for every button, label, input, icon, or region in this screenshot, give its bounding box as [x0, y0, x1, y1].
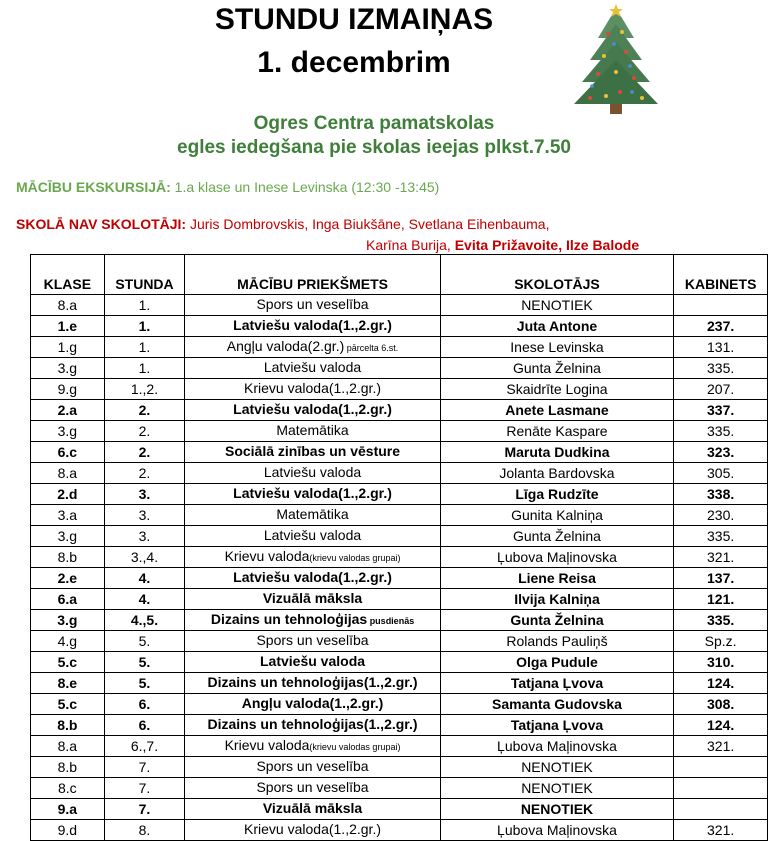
- cell-subject: Angļu valoda(1.,2.gr.): [185, 694, 440, 715]
- absent-text-2: Karīna Burija,: [366, 237, 455, 253]
- cell-stunda: 8.: [104, 820, 185, 841]
- cell-stunda: 4.: [104, 568, 185, 589]
- cell-klase: 8.c: [31, 778, 105, 799]
- cell-stunda: 5.: [104, 631, 185, 652]
- cell-stunda: 2.: [104, 442, 185, 463]
- cell-teacher: Ļubova Maļinovska: [440, 547, 674, 568]
- cell-teacher: Samanta Gudovska: [440, 694, 674, 715]
- cell-teacher: Gunita Kalniņa: [440, 505, 674, 526]
- cell-teacher: Inese Levinska: [440, 337, 674, 358]
- cell-stunda: 4.,5.: [104, 610, 185, 631]
- cell-stunda: 5.: [104, 652, 185, 673]
- cell-klase: 3.g: [31, 358, 105, 379]
- cell-subject: Vizuālā māksla: [185, 589, 440, 610]
- subject-note: pusdienās: [367, 616, 415, 626]
- cell-teacher: Anete Lasmane: [440, 400, 674, 421]
- table-row: [31, 799, 768, 820]
- cell-klase: 8.b: [31, 547, 105, 568]
- cell-room: Sp.z.: [674, 631, 768, 652]
- cell-teacher: Gunta Želnina: [440, 358, 674, 379]
- cell-subject: Matemātika: [185, 421, 440, 442]
- table-row: [31, 421, 768, 442]
- cell-room: 310.: [674, 652, 768, 673]
- cell-stunda: 7.: [104, 778, 185, 799]
- cell-stunda: 2.: [104, 400, 185, 421]
- cell-stunda: 3.: [104, 526, 185, 547]
- cell-klase: 8.a: [31, 463, 105, 484]
- cell-stunda: 1.: [104, 358, 185, 379]
- cell-subject: Vizuālā māksla: [185, 799, 440, 820]
- cell-room: 321.: [674, 547, 768, 568]
- cell-room: 137.: [674, 568, 768, 589]
- cell-teacher: NENOTIEK: [440, 799, 674, 820]
- cell-subject: Latviešu valoda(1.,2.gr.): [185, 400, 440, 421]
- table-row: [31, 442, 768, 463]
- cell-room: 124.: [674, 715, 768, 736]
- cell-subject: Angļu valoda(2.gr.) pārcelta 6.st.: [185, 337, 440, 358]
- cell-teacher: Rolands Pauliņš: [440, 631, 674, 652]
- cell-teacher: Tatjana Ļvova: [440, 673, 674, 694]
- cell-subject: Spors un veselība: [185, 778, 440, 799]
- cell-subject: Dizains un tehnoloģijas pusdienās: [185, 610, 440, 631]
- table-row: [31, 337, 768, 358]
- cell-stunda: 6.: [104, 694, 185, 715]
- page-title: STUNDU IZMAIŅAS: [214, 3, 494, 36]
- cell-subject: Latviešu valoda: [185, 358, 440, 379]
- cell-stunda: 5.: [104, 673, 185, 694]
- excursion-text: 1.a klase un Inese Levinska (12:30 -13:45): [170, 179, 440, 195]
- cell-stunda: 2.: [104, 463, 185, 484]
- cell-subject: Spors un veselība: [185, 295, 440, 316]
- cell-klase: 6.c: [31, 442, 105, 463]
- cell-klase: 9.d: [31, 820, 105, 841]
- cell-stunda: 1.,2.: [104, 379, 185, 400]
- cell-subject: Latviešu valoda(1.,2.gr.): [185, 316, 440, 337]
- table-row: [31, 820, 768, 841]
- table-row: [31, 316, 768, 337]
- cell-teacher: Maruta Dudkina: [440, 442, 674, 463]
- cell-room: 230.: [674, 505, 768, 526]
- cell-subject: Latviešu valoda: [185, 526, 440, 547]
- cell-klase: 3.g: [31, 421, 105, 442]
- cell-teacher: NENOTIEK: [440, 757, 674, 778]
- table-row: [31, 610, 768, 631]
- cell-room: [674, 757, 768, 778]
- cell-room: 131.: [674, 337, 768, 358]
- subject-note: (krievu valodas grupai): [309, 742, 401, 752]
- page-date: 1. decembrim: [257, 46, 451, 79]
- table-row: [31, 526, 768, 547]
- header-klase: KLASE: [31, 255, 105, 295]
- cell-subject: Latviešu valoda(1.,2.gr.): [185, 484, 440, 505]
- cell-room: 237.: [674, 316, 768, 337]
- cell-room: 305.: [674, 463, 768, 484]
- cell-teacher: Juta Antone: [440, 316, 674, 337]
- cell-room: 337.: [674, 400, 768, 421]
- cell-klase: 8.e: [31, 673, 105, 694]
- cell-room: 321.: [674, 820, 768, 841]
- cell-subject: Sociālā zinības un vēsture: [185, 442, 440, 463]
- cell-teacher: Renāte Kaspare: [440, 421, 674, 442]
- cell-stunda: 6.,7.: [104, 736, 185, 757]
- excursion-notice: [16, 179, 439, 195]
- absent-text-2-bold: Evita Prižavoite, Ilze Balode: [454, 237, 640, 253]
- cell-klase: 1.e: [31, 316, 105, 337]
- cell-room: 338.: [674, 484, 768, 505]
- table-row: [31, 652, 768, 673]
- excursion-label: MĀCĪBU EKSKURSIJĀ:: [16, 179, 171, 195]
- cell-room: 308.: [674, 694, 768, 715]
- cell-room: 207.: [674, 379, 768, 400]
- cell-room: [674, 778, 768, 799]
- cell-stunda: 1.: [104, 295, 185, 316]
- table-row: [31, 778, 768, 799]
- cell-room: [674, 799, 768, 820]
- table-row: [31, 295, 768, 316]
- cell-stunda: 1.: [104, 316, 185, 337]
- cell-stunda: 3.: [104, 505, 185, 526]
- cell-subject: Latviešu valoda(1.,2.gr.): [185, 568, 440, 589]
- cell-klase: 8.b: [31, 757, 105, 778]
- schedule-table: [30, 254, 768, 841]
- cell-teacher: Ļubova Maļinovska: [440, 820, 674, 841]
- absent-text-1: Juris Dombrovskis, Inga Biukšāne, Svetlana Eihenbauma,: [186, 216, 550, 232]
- absent-teachers-notice-continued: [366, 237, 639, 253]
- cell-teacher: Ilvija Kalniņa: [440, 589, 674, 610]
- cell-klase: 6.a: [31, 589, 105, 610]
- cell-klase: 3.g: [31, 526, 105, 547]
- table-row: [31, 631, 768, 652]
- cell-subject: Dizains un tehnoloģijas(1.,2.gr.): [185, 673, 440, 694]
- cell-subject: Krievu valoda(1.,2.gr.): [185, 379, 440, 400]
- cell-stunda: 2.: [104, 421, 185, 442]
- cell-subject: Krievu valoda(1.,2.gr.): [185, 820, 440, 841]
- table-row: [31, 463, 768, 484]
- cell-teacher: NENOTIEK: [440, 295, 674, 316]
- cell-room: 335.: [674, 610, 768, 631]
- cell-teacher: Ļubova Maļinovska: [440, 736, 674, 757]
- subject-note: (krievu valodas grupai): [309, 553, 401, 563]
- cell-teacher: Tatjana Ļvova: [440, 715, 674, 736]
- table-row: [31, 505, 768, 526]
- cell-room: 121.: [674, 589, 768, 610]
- cell-klase: 2.e: [31, 568, 105, 589]
- event-line-1: Ogres Centra pamatskolas: [253, 113, 495, 134]
- cell-klase: 9.g: [31, 379, 105, 400]
- absent-teachers-notice: [16, 216, 549, 232]
- cell-room: 335.: [674, 526, 768, 547]
- cell-stunda: 3.,4.: [104, 547, 185, 568]
- cell-teacher: NENOTIEK: [440, 778, 674, 799]
- cell-subject: Krievu valoda(krievu valodas grupai): [185, 547, 440, 568]
- cell-subject: Matemātika: [185, 505, 440, 526]
- table-row: [31, 736, 768, 757]
- cell-teacher: Jolanta Bardovska: [440, 463, 674, 484]
- cell-klase: 8.b: [31, 715, 105, 736]
- table-row: [31, 379, 768, 400]
- cell-subject: Latviešu valoda: [185, 652, 440, 673]
- cell-klase: 1.g: [31, 337, 105, 358]
- cell-room: 321.: [674, 736, 768, 757]
- cell-stunda: 1.: [104, 337, 185, 358]
- cell-room: 323.: [674, 442, 768, 463]
- cell-room: 124.: [674, 673, 768, 694]
- cell-klase: 3.a: [31, 505, 105, 526]
- table-row: [31, 589, 768, 610]
- cell-klase: 8.a: [31, 295, 105, 316]
- table-row: [31, 547, 768, 568]
- table-row: [31, 400, 768, 421]
- cell-subject: Latviešu valoda: [185, 463, 440, 484]
- cell-teacher: Līga Rudzīte: [440, 484, 674, 505]
- cell-room: [674, 295, 768, 316]
- cell-klase: 9.a: [31, 799, 105, 820]
- table-header-row: [31, 255, 768, 295]
- cell-klase: 8.a: [31, 736, 105, 757]
- christmas-tree-icon: [568, 4, 664, 116]
- absent-label: SKOLĀ NAV SKOLOTĀJI:: [16, 216, 187, 232]
- table-row: [31, 694, 768, 715]
- header-stunda: STUNDA: [104, 255, 185, 295]
- cell-room: 335.: [674, 421, 768, 442]
- subject-note: pārcelta 6.st.: [344, 343, 399, 353]
- cell-subject: Dizains un tehnoloģijas(1.,2.gr.): [185, 715, 440, 736]
- cell-subject: Spors un veselība: [185, 757, 440, 778]
- table-row: [31, 484, 768, 505]
- cell-klase: 3.g: [31, 610, 105, 631]
- cell-klase: 4.g: [31, 631, 105, 652]
- cell-teacher: Skaidrīte Logina: [440, 379, 674, 400]
- event-line-2: egles iedegšana pie skolas ieejas plkst.7.50: [177, 137, 571, 158]
- table-row: [31, 358, 768, 379]
- cell-teacher: Liene Reisa: [440, 568, 674, 589]
- cell-klase: 5.c: [31, 694, 105, 715]
- cell-klase: 2.d: [31, 484, 105, 505]
- table-row: [31, 673, 768, 694]
- cell-teacher: Gunta Želnina: [440, 610, 674, 631]
- header-subject: MĀCĪBU PRIEKŠMETS: [185, 255, 440, 295]
- cell-teacher: Gunta Želnina: [440, 526, 674, 547]
- header-room: KABINETS: [674, 255, 768, 295]
- cell-klase: 2.a: [31, 400, 105, 421]
- table-row: [31, 757, 768, 778]
- cell-subject: Spors un veselība: [185, 631, 440, 652]
- cell-room: 335.: [674, 358, 768, 379]
- header-teacher: SKOLOTĀJS: [440, 255, 674, 295]
- cell-teacher: Olga Pudule: [440, 652, 674, 673]
- cell-stunda: 6.: [104, 715, 185, 736]
- table-row: [31, 715, 768, 736]
- cell-klase: 5.c: [31, 652, 105, 673]
- cell-stunda: 3.: [104, 484, 185, 505]
- cell-subject: Krievu valoda(krievu valodas grupai): [185, 736, 440, 757]
- cell-stunda: 7.: [104, 799, 185, 820]
- cell-stunda: 7.: [104, 757, 185, 778]
- cell-stunda: 4.: [104, 589, 185, 610]
- table-row: [31, 568, 768, 589]
